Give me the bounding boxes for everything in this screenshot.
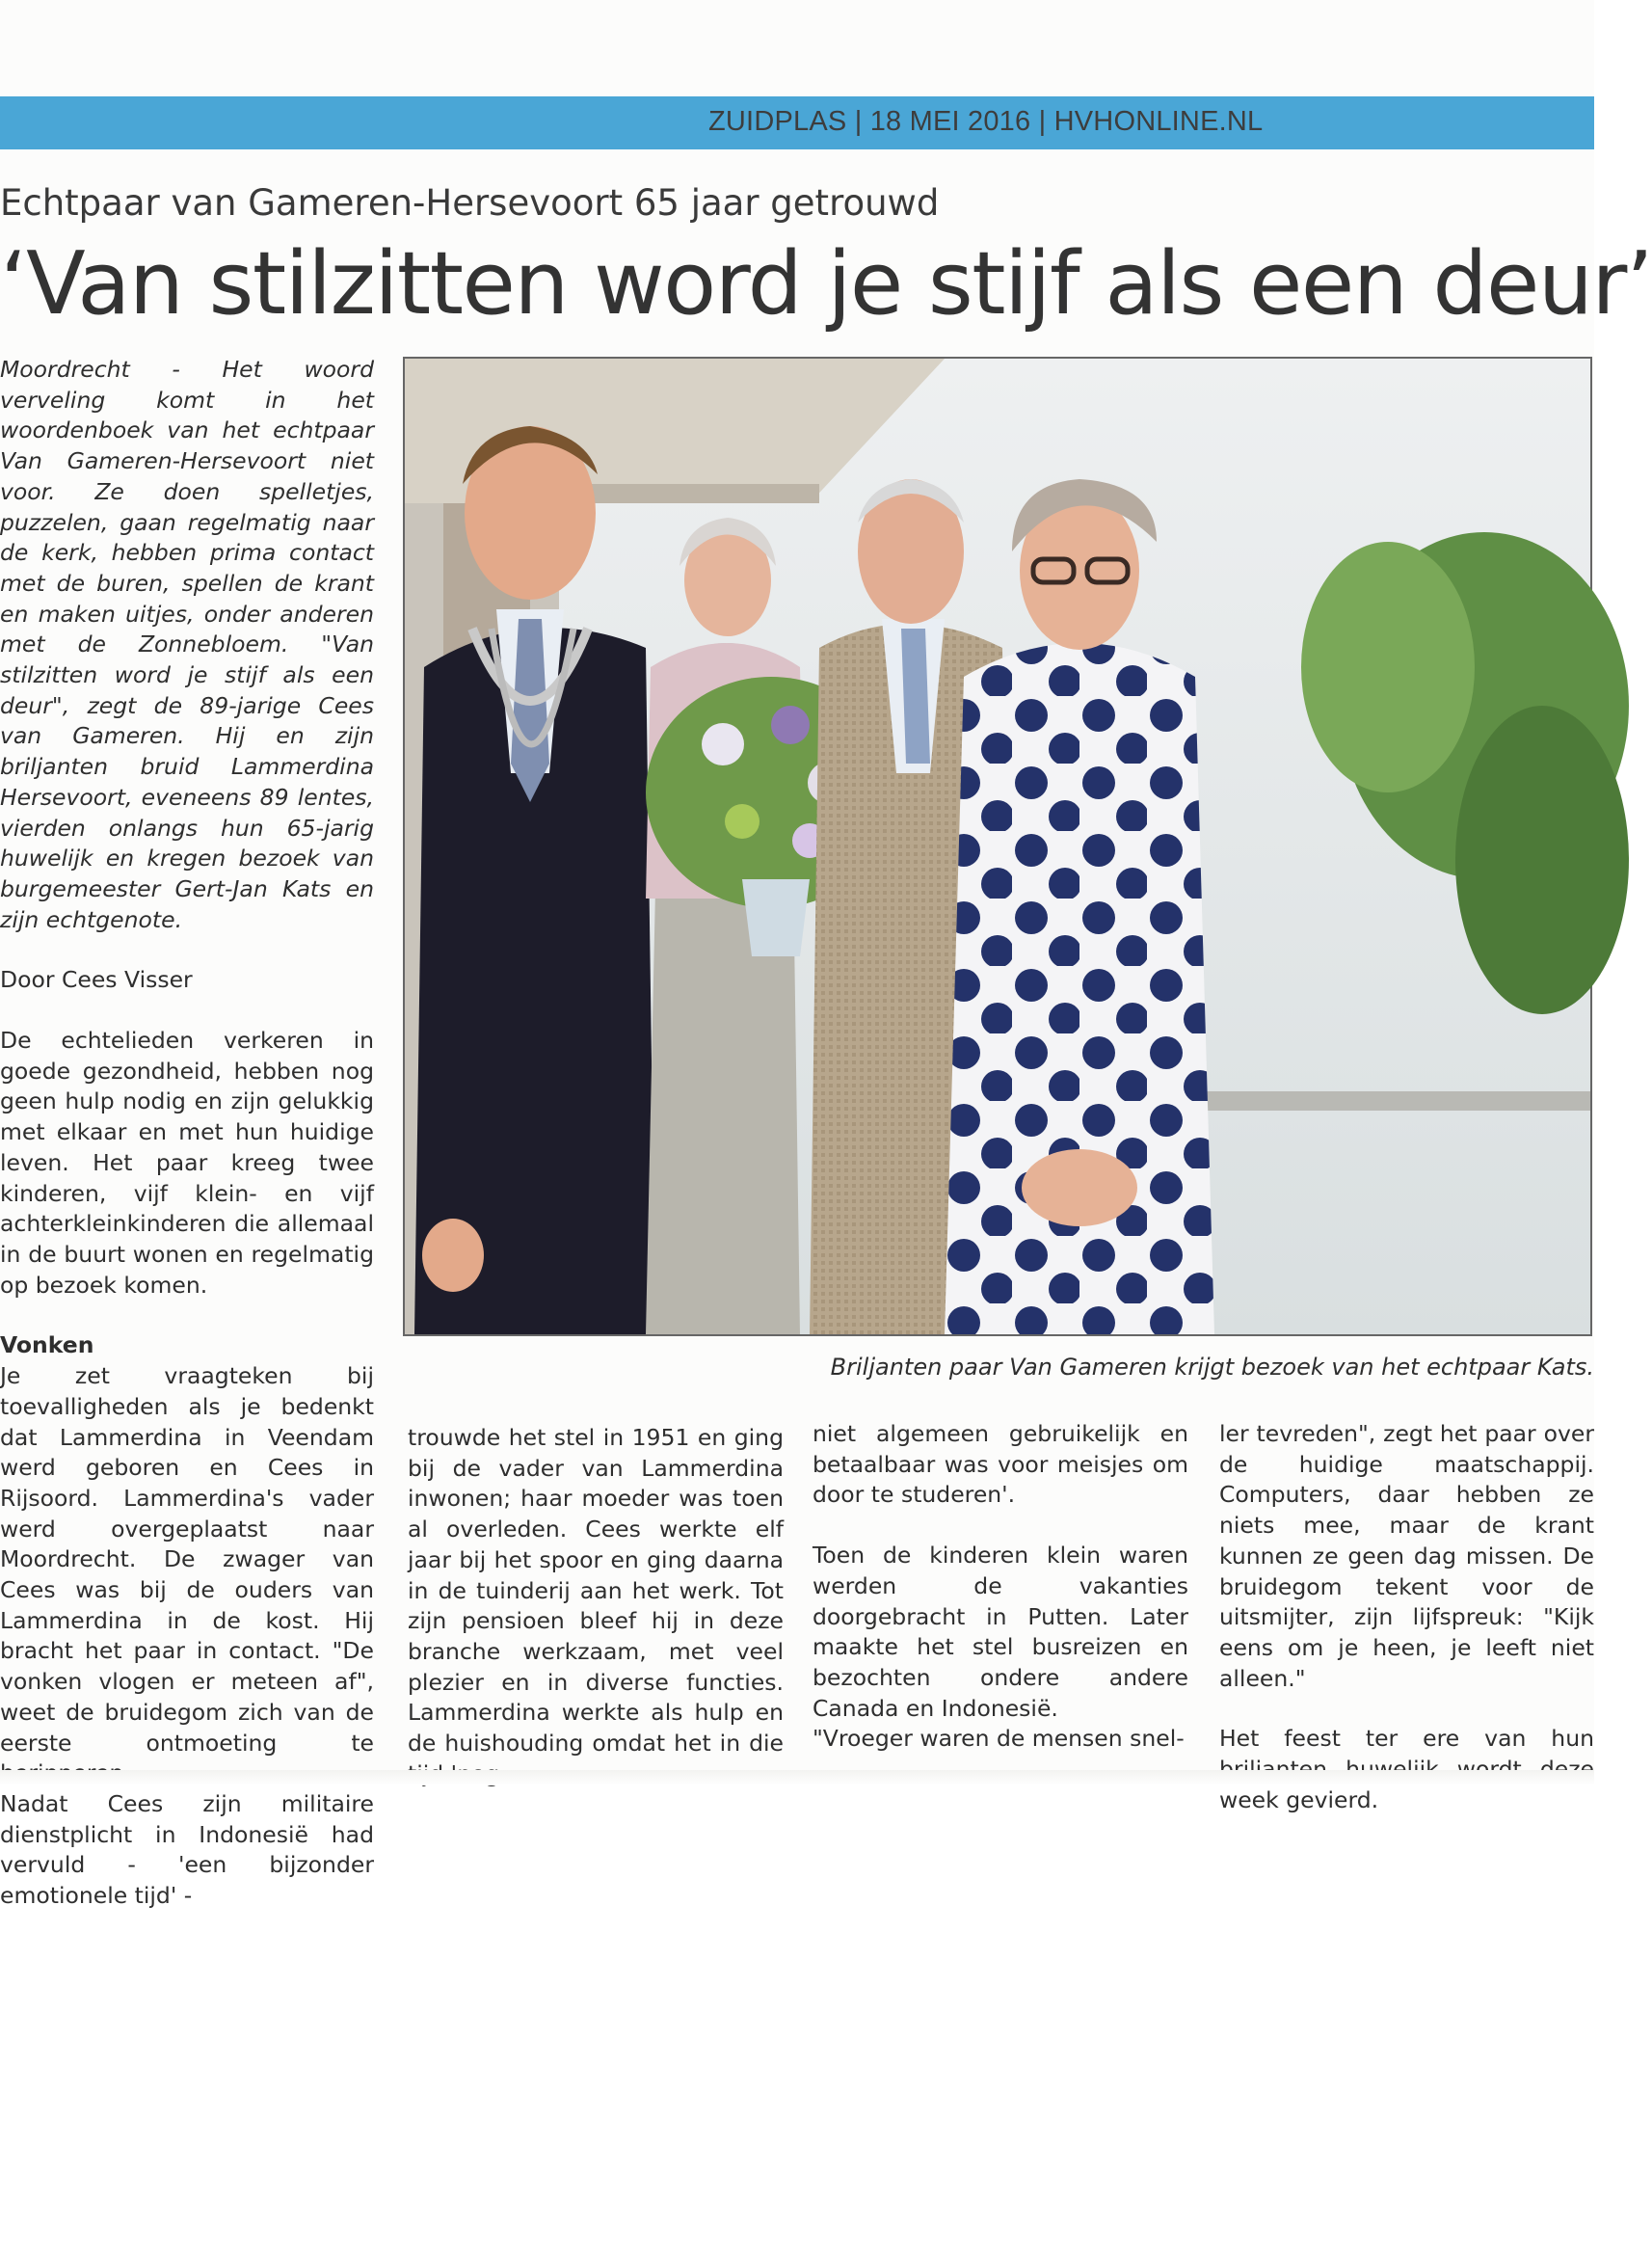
article-paragraph: Je zet vraagteken bij toevalligheden als je bedenkt dat Lammerdina in Veendam werd geboren en Cees in Rijsoord. Lammerdina's vader werd overgeplaatst naar Moordrecht. De zwager van Cees was bij de ouders van Lammerdina in de kost. Hij bracht het paar in contact. "De vonken vlogen er meteen af", weet de bruidegom zich van de eerste ontmoeting te	[0, 1362, 374, 1757]
photo-illustration	[405, 359, 1590, 1334]
article-paragraph: "Vroeger waren de mensen snel-	[813, 1725, 1185, 1753]
header-website: HVHONLINE.NL	[1053, 106, 1264, 137]
article-intro: Moordrecht - Het woord verveling komt in het woordenboek van het echtpaar Van Gameren-Hersevoort niet voor. Ze doen spelletjes, puzzelen, gaan regelmatig naar de kerk, hebben prima contact met de buren, spellen de krant en maken uitjes, onder anderen met de Zonnebloem. "Van stilzitten word je stijf als een deur", zegt de 89-jarige Cees van Gameren. Hij en zijn briljanten bruid Lammerdina Hersevoort, eveneens 89 lentes, vierden onlangs hun 65-jarig huwelijk en kregen bezoek van burgemeester Gert-Jan Kats en zijn echtgenote.	[0, 356, 374, 933]
article-paragraph: Het feest ter ere van hun week gevierd.	[1219, 1725, 1594, 1813]
header-date: 18 MEI 2016	[869, 106, 1031, 137]
article-kicker: Echtpaar van Gameren-Hersevoort 65 jaar getrouwd	[0, 182, 940, 224]
article-paragraph: De echtelieden verkeren in goede gezondheid, hebben nog geen hulp nodig en zijn gelukkig met elkaar en met hun huidige leven. Het paar kreeg twee kinderen, vijf klein- en vijf achterkleinkinderen die allemaal in de buurt wonen en regelmatig op bezoek komen.	[0, 1027, 374, 1299]
article-paragraph: niet algemeen gebruikelijk en betaalbaar was voor meisjes om door te studeren'.	[813, 1420, 1188, 1509]
article-subhead: Vonken	[0, 1331, 94, 1359]
header-separator: |	[1038, 106, 1047, 137]
article-paragraph: Toen de kinderen klein waren werden de vakanties doorgebracht in Putten. Later maakte het stel busreizen en bezochten ondere andere Canada en Indonesië.	[813, 1542, 1188, 1722]
text-column-2	[408, 1423, 784, 1789]
header-section: ZUIDPLAS	[708, 106, 847, 137]
article-photo	[403, 357, 1592, 1336]
text-column-3	[813, 1419, 1188, 1755]
article-byline: Door Cees Visser	[0, 966, 193, 994]
article-paragraph: trouwde het stel in 1951 en ging bij de vader van Lammerdina inwonen; haar moeder was toen al overleden. Cees werkte elf jaar bij het spoor en ging daarna in de tuinderij aan het werk. Tot zijn pensioen bleef hij in deze branche werkzaam, met veel plezier en in diverse functies. Lammerdina werkte als hulp en de huishouding omdat het in die	[408, 1424, 784, 1758]
header-separator: |	[854, 106, 863, 137]
header-info	[708, 100, 1345, 143]
article-paragraph: Nadat Cees zijn militaire dienstplicht in Indonesië had vervuld - 'een bijzonder emotionele tijd' -	[0, 1789, 374, 1910]
text-column-4	[1219, 1419, 1594, 1815]
article-headline: ‘Van stilzitten word je stijf als een deur’	[0, 233, 1652, 335]
clipping-edge	[0, 1770, 1594, 1785]
article-paragraph: ler tevreden", zegt het paar over de huidige maatschappij. Computers, daar hebben ze niets mee, maar de krant kunnen ze geen dag missen. De bruidegom tekent voor de uitsmijter, zijn lijfspreuk: "Kijk eens om je heen, je leeft niet alleen."	[1219, 1420, 1594, 1692]
photo-caption: Briljanten paar Van Gameren krijgt bezoek van het echtpaar Kats.	[830, 1354, 1594, 1381]
text-column-1	[0, 355, 374, 1912]
